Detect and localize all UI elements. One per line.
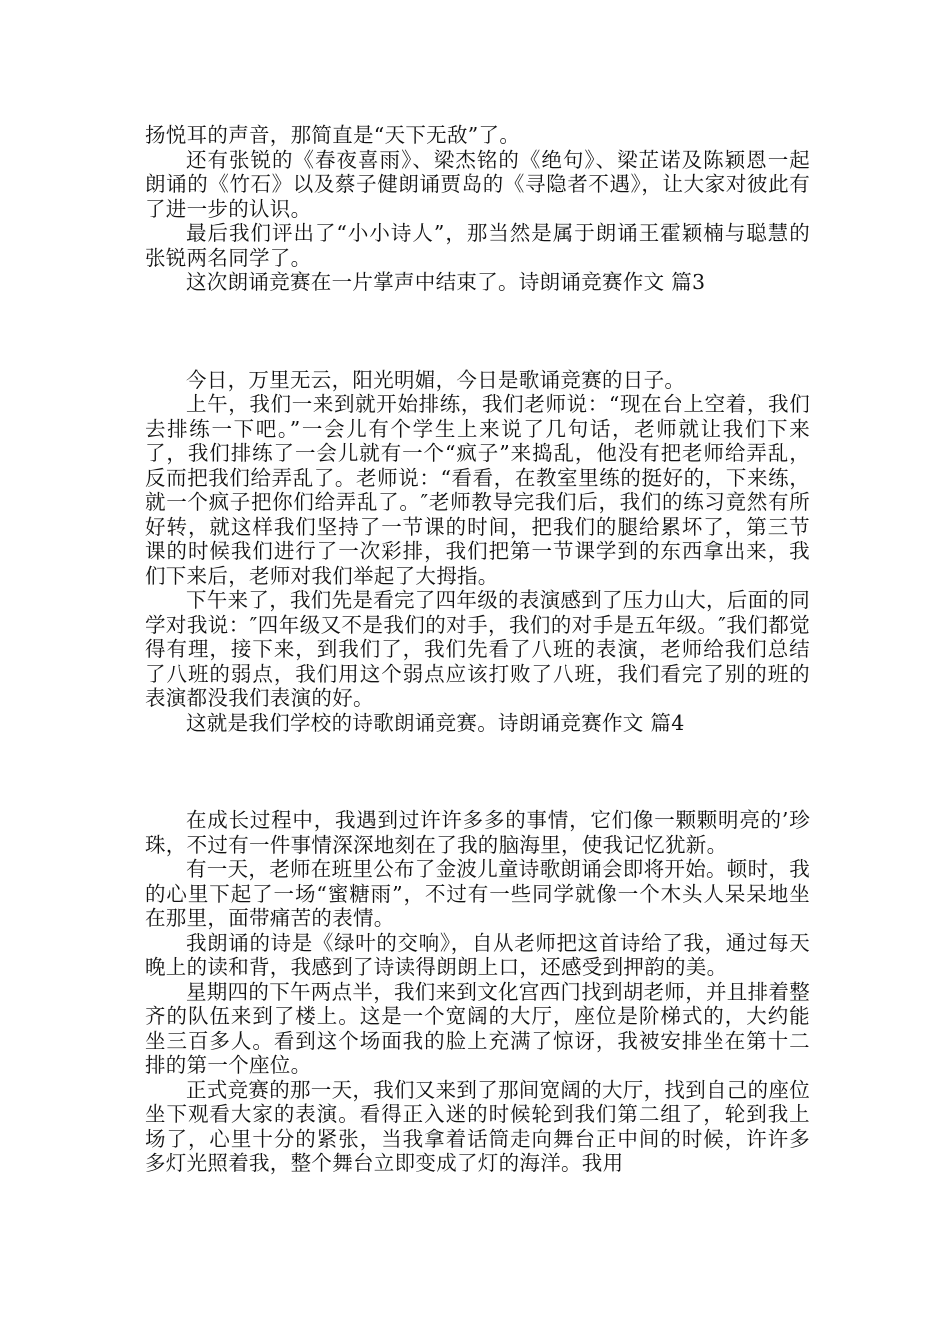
paragraph: 星期四的下午两点半，我们来到文化宫西门找到胡老师，并且排着整齐的队伍来到了楼上。这是一个宽阔的大厅，座位是阶梯式的，大约能坐三百多人。看到这个场面我的脸上充满了惊讶，我被安排坐在第十二排的第一个座位。 [145,979,810,1077]
section-4 [145,808,810,1176]
section-gap [145,295,810,368]
section-before-3 [145,123,810,295]
paragraph: 在成长过程中，我遇到过许许多多的事情，它们像一颗颗明亮的’珍珠，不过有一件事情深深地刻在了我的脑海里，使我记忆犹新。 [145,808,810,857]
section-heading-line: 这次朗诵竞赛在一片掌声中结束了。诗朗诵竞赛作文 篇3 [186,270,706,294]
paragraph: 下午来了，我们先是看完了四年级的表演感到了压力山大，后面的同学对我说：″四年级又不是我们的对手，我们的对手是五年级。″我们都觉得有理，接下来，到我们了，我们先看了八班的表演，老师给我们总结了八班的弱点，我们用这个弱点应该打败了八班，我们看完了别的班的表演都没我们表演的好。 [145,588,810,710]
paragraph: 还有张锐的《春夜喜雨》、梁杰铭的《绝句》、梁芷诺及陈颖恩一起朗诵的《竹石》以及蔡子健朗诵贾岛的《寻隐者不遇》，让大家对彼此有了进一步的认识。 [145,147,810,221]
document-page [145,123,810,1176]
section-gap [145,735,810,808]
paragraph: 有一天，老师在班里公布了金波儿童诗歌朗诵会即将开始。顿时，我的心里下起了一场“蜜糖雨”，不过有一些同学就像一个木头人呆呆地坐在那里，面带痛苦的表情。 [145,857,810,930]
section-3 [145,368,810,736]
paragraph: 今日，万里无云，阳光明媚，今日是歌诵竞赛的日子。 [186,367,686,392]
paragraph: 上午，我们一来到就开始排练，我们老师说：“现在台上空着，我们去排练一下吧。”一会儿有个学生上来说了几句话，老师就让我们下来了，我们排练了一会儿就有一个“疯子”来捣乱，他没有把老师给弄乱，反而把我们给弄乱了。老师说：“看看，在教室里练的挺好的，下来练，就一个疯子把你们给弄乱了。″老师教导完我们后，我们的练习竟然有所好转，就这样我们坚持了一节课的时间，把我们的腿给累坏了，第三节课的时候我们进行了一次彩排，我们把第一节课学到的东西拿出来，我们下来后，老师对我们举起了大拇指。 [145,392,810,588]
paragraph: 扬悦耳的声音，那简直是“天下无敌”了。 [145,123,521,147]
section-heading-line: 这就是我们学校的诗歌朗诵竞赛。诗朗诵竞赛作文 篇4 [186,710,685,735]
paragraph: 最后我们评出了“小小诗人”，那当然是属于朗诵王霍颖楠与聪慧的张锐两名同学了。 [145,221,810,270]
paragraph: 我朗诵的诗是《绿叶的交响》，自从老师把这首诗给了我，通过每天晚上的读和背，我感到了诗读得朗朗上口，还感受到押韵的美。 [145,930,810,979]
paragraph: 正式竞赛的那一天，我们又来到了那间宽阔的大厅，找到自己的座位坐下观看大家的表演。看得正入迷的时候轮到我们第二组了，轮到我上场了，心里十分的紧张，当我拿着话筒走向舞台正中间的时候，许许多多灯光照着我，整个舞台立即变成了灯的海洋。我用 [145,1077,810,1175]
